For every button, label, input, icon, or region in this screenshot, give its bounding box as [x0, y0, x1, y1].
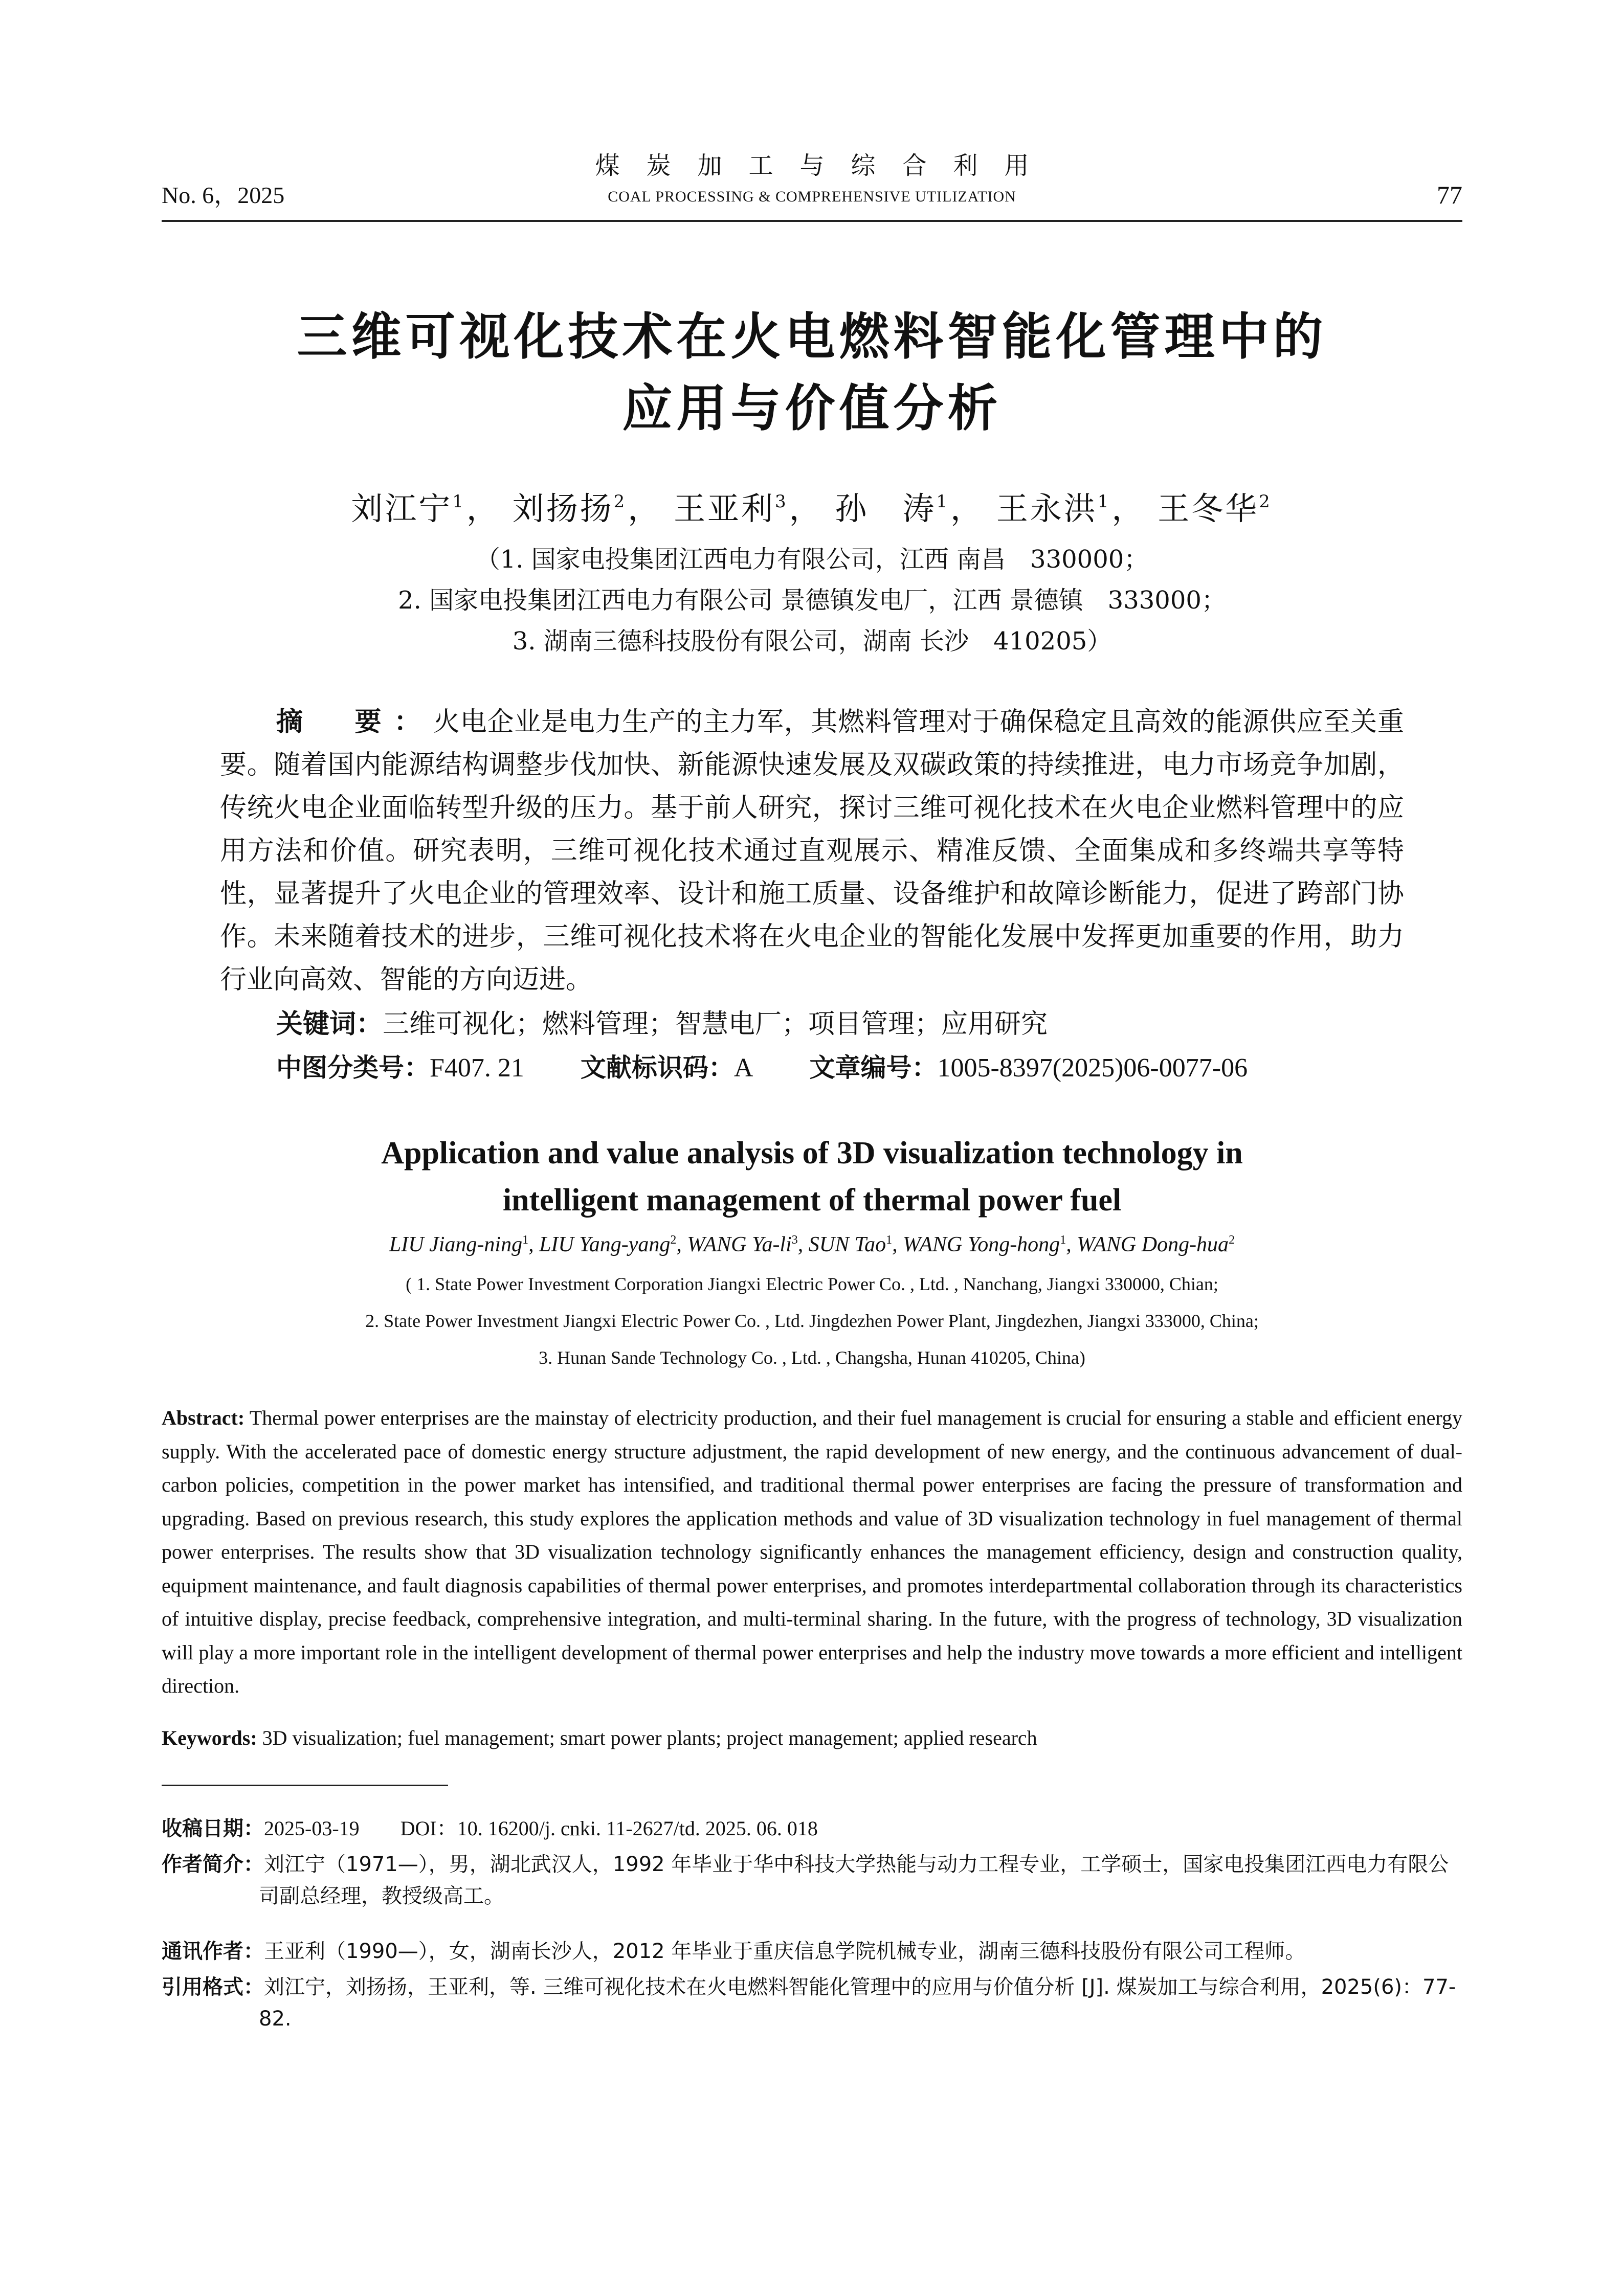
article-number-value: 1005-8397(2025)06-0077-06	[937, 1053, 1248, 1083]
keywords-cn	[276, 1002, 1048, 1041]
keywords-cn-text: 三维可视化；燃料管理；智慧电厂；项目管理；应用研究	[383, 1009, 1048, 1040]
journal-name-en: COAL PROCESSING & COMPREHENSIVE UTILIZATION	[608, 188, 1016, 205]
affiliation-en-3: 3. Hunan Sande Technology Co. , Ltd. , Changsha, Hunan 410205, China)	[539, 1347, 1085, 1368]
doc-code-value: A	[733, 1053, 753, 1083]
author-en: LIU Yang-yang$^2$	[539, 1233, 677, 1256]
author-en: WANG Dong-hua$^2$	[1077, 1233, 1235, 1256]
affiliation-en-1: ( 1. State Power Investment Corporation Jiangxi Electric Power Co. , Ltd. , Nanchang, Jiangxi 330000, Chian;	[406, 1274, 1218, 1294]
author-cn: 刘江宁$^1$	[351, 490, 465, 527]
author-cn: 孙 涛$^1$	[835, 490, 950, 527]
abstract-cn	[220, 701, 1404, 1001]
citation-text: 刘江宁，刘扬扬，王亚利，等. 三维可视化技术在火电燃料智能化管理中的应用与价值分析 [J]. 煤炭加工与综合利用，2025(6)：77-82.	[259, 1975, 1456, 2031]
corresponding-author	[162, 1935, 1462, 1967]
keywords-cn-label: 关键词：	[276, 1009, 383, 1040]
author-bio-label: 作者简介：	[162, 1853, 264, 1876]
author-cn: 王亚利$^3$	[673, 490, 788, 527]
clc-label: 中图分类号：	[276, 1053, 430, 1083]
citation-format	[162, 1971, 1462, 2035]
classification-row	[276, 1047, 1248, 1084]
clc-value: F407. 21	[430, 1053, 524, 1083]
footnote-rule	[162, 1785, 448, 1786]
author-bio-text: 刘江宁（1971—），男，湖北武汉人，1992 年毕业于华中科技大学热能与动力工程专业，工学硕士，国家电投集团江西电力有限公司副总经理，教授级高工。	[259, 1853, 1449, 1908]
article-number-label: 文章编号：	[809, 1053, 938, 1083]
corresponding-author-label: 通讯作者：	[162, 1940, 264, 1963]
header-rule	[162, 220, 1462, 222]
citation-label: 引用格式：	[162, 1975, 264, 1999]
author-en: WANG $Ya-li^3$	[687, 1233, 798, 1256]
received-label: 收稿日期：	[162, 1817, 264, 1840]
keywords-en	[162, 1726, 1037, 1750]
abstract-cn-text: 火电企业是电力生产的主力军，其燃料管理对于确保稳定且高效的能源供应至关重要。随着国内能源结构调整步伐加快、新能源快速发展及双碳政策的持续推进，电力市场竞争加剧，传统火电企业面临转型升级的压力。基于前人研究，探讨三维可视化技术在火电企业燃料管理中的应用方法和价值。研究表明，三维可视化技术通过直观展示、精准反馈、全面集成和多终端共享等特性，显著提升了火电企业的管理效率、设计和施工质量、设备维护和故障诊断能力，促进了跨部门协作。未来随着技术的进步，三维可视化技术将在火电企业的智能化发展中发挥更加重要的作用，助力行业向高效、智能的方向迈进。	[220, 707, 1404, 995]
title-cn-line1: 三维可视化技术在火电燃料智能化管理中的	[297, 308, 1327, 366]
author-cn: 刘扬扬$^2$	[512, 490, 627, 527]
abstract-en	[162, 1401, 1462, 1703]
author-en: WANG Yong-hong$^1$	[903, 1233, 1066, 1256]
title-cn-line2: 应用与价值分析	[622, 379, 1002, 438]
abstract-en-label: Abstract:	[162, 1406, 245, 1429]
keywords-en-text: 3D visualization; fuel management; smart power plants; project management; applied research	[257, 1726, 1037, 1749]
authors-cn: 刘江宁$^1$， 刘扬扬$^2$， 王亚利$^3$， 孙 涛$^1$， 王永洪$^1$， 王冬华$^2$	[351, 490, 1272, 527]
affiliation-en-2: 2. State Power Investment Jiangxi Electric Power Co. , Ltd. Jingdezhen Power Plant, Jingdezhen, Jiangxi 333000, China;	[365, 1311, 1259, 1331]
doi: DOI：10. 16200/j. cnki. 11-2627/td. 2025. 06. 018	[400, 1817, 818, 1840]
author-bio	[162, 1849, 1462, 1912]
affiliation-cn-3: 3. 湖南三德科技股份有限公司，湖南 长沙 410205）	[512, 627, 1112, 656]
doc-code-label: 文献标识码：	[580, 1053, 734, 1083]
received-date	[162, 1813, 1462, 1844]
author-en: LIU Jiang-ning$^1$	[389, 1233, 529, 1256]
abstract-cn-label: 摘 要：	[276, 707, 433, 737]
author-cn: 王冬华$^2$	[1158, 490, 1272, 527]
authors-en: LIU Jiang-ning$^1$, LIU Yang-yang$^2$, WANG $Ya-li^3$, SUN Tao$^1$, WANG Yong-hong$^1$, WANG Dong-hua$^2$	[389, 1233, 1235, 1256]
affiliation-cn-1: （1. 国家电投集团江西电力有限公司，江西 南昌 330000；	[475, 545, 1149, 574]
page-number: 77	[1437, 181, 1462, 209]
author-en: SUN Tao$^1$	[808, 1233, 893, 1256]
affiliation-cn-2: 2. 国家电投集团江西电力有限公司 景德镇发电厂，江西 景德镇 333000；	[398, 586, 1226, 615]
author-cn: 王永洪$^1$	[996, 490, 1111, 527]
corresponding-author-text: 王亚利（1990—），女，湖南长沙人，2012 年毕业于重庆信息学院机械专业，湖南三德科技股份有限公司工程师。	[264, 1940, 1306, 1963]
journal-name-cn: 煤炭加工与综合利用	[595, 151, 1056, 180]
abstract-en-text: Thermal power enterprises are the mainstay of electricity production, and their fuel management is crucial for ensuring a stable and efficient energy supply. With the accelerated pace of domestic energy structure adjustment, the rapid development of new energy, and the continuous advancement of dual-carbon policies, competition in the power market has intensified, and traditional thermal power enterprises are facing the pressure of transformation and upgrading. Based on previous research, this study explores the application methods and value of 3D visualization technology in fuel management of thermal power enterprises. The results show that 3D visualization technology significantly enhances the management efficiency, design and construction quality, equipment maintenance, and fault diagnosis capabilities of thermal power enterprises, and promotes interdepartmental collaboration through its characteristics of intuitive display, precise feedback, comprehensive integration, and multi-terminal sharing. In the future, with the progress of technology, 3D visualization will play a more important role in the intelligent development of thermal power enterprises and help the industry move towards a more efficient and intelligent direction.	[162, 1406, 1462, 1697]
title-en-line1: Application and value analysis of 3D visualization technology in	[381, 1136, 1243, 1170]
title-en-line2: intelligent management of thermal power fuel	[502, 1183, 1122, 1218]
keywords-en-label: Keywords:	[162, 1726, 257, 1749]
issue-number: No. 6，2025	[162, 182, 285, 208]
received-value: 2025-03-19	[264, 1817, 360, 1840]
